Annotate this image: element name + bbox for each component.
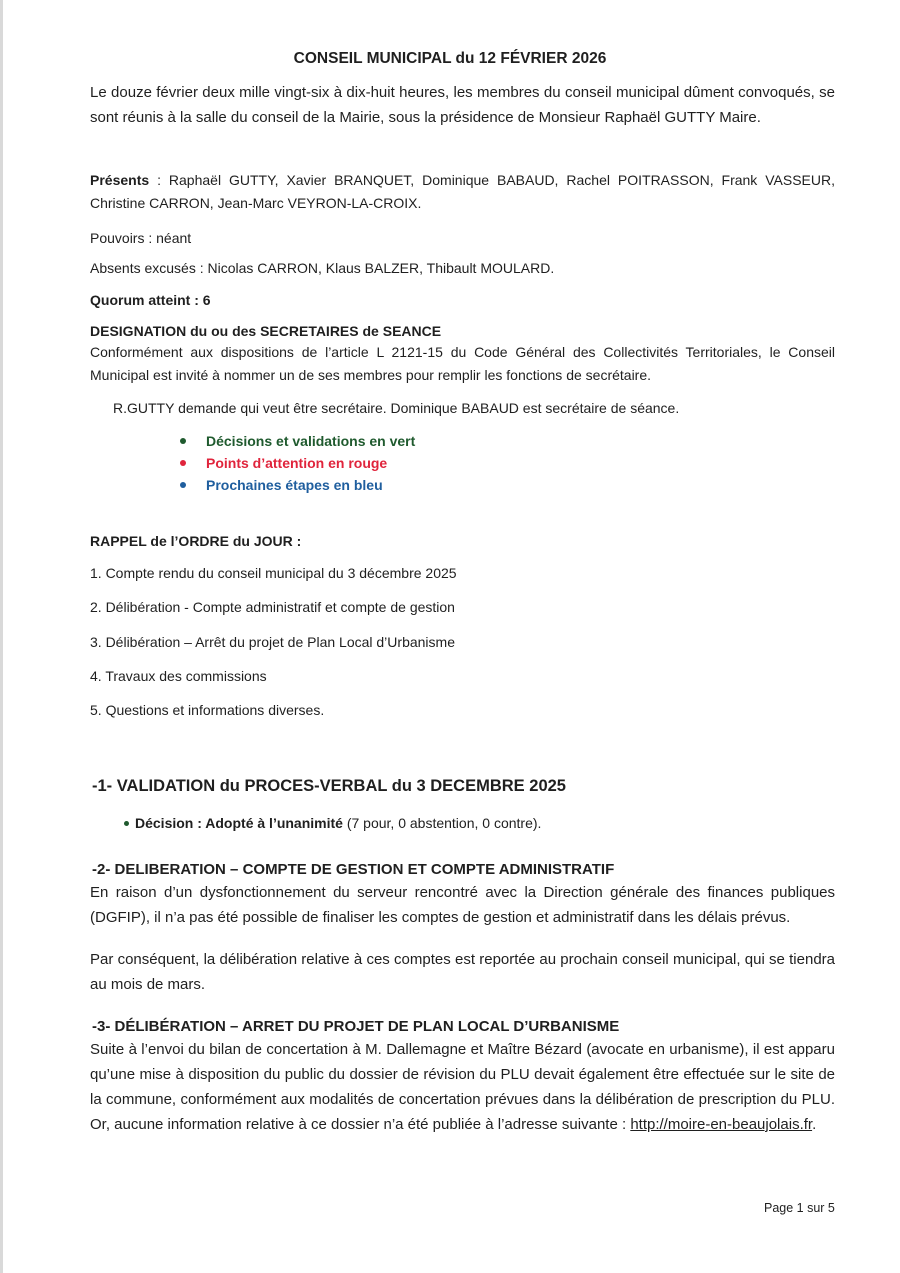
presents-text: : Raphaël GUTTY, Xavier BRANQUET, Dominique BABAUD, Rachel POITRASSON, Frank VASSEUR, Christine CARRON, Jean-Marc VEYRON-LA-CROIX. <box>90 172 835 211</box>
absents-line: Absents excusés : Nicolas CARRON, Klaus BALZER, Thibault MOULARD. <box>90 260 555 276</box>
section-2-paragraph-1: En raison d’un dysfonctionnement du serveur rencontré avec la Direction générale des finances publiques (DGFIP), il n’a pas été possible de finaliser les comptes de gestion et administratif dans les délais prévus. <box>90 884 835 926</box>
green-bullet-icon <box>180 438 186 444</box>
legend-item-green: Décisions et validations en vert <box>180 433 415 449</box>
decision-detail: (7 pour, 0 abstention, 0 contre). <box>342 815 542 831</box>
agenda-item: 1. Compte rendu du conseil municipal du 3 décembre 2025 <box>90 565 457 581</box>
agenda-item: 2. Délibération - Compte administratif et compte de gestion <box>90 599 455 615</box>
decision-label: Décision : Adopté à l’unanimité <box>135 815 343 831</box>
presents-label: Présents <box>90 172 150 188</box>
designation-heading: DESIGNATION du ou des SECRETAIRES de SEANCE <box>90 323 442 339</box>
section-3-heading: -3- DÉLIBÉRATION – ARRET DU PROJET DE PLAN LOCAL D’URBANISME <box>92 1018 620 1035</box>
red-bullet-icon <box>180 460 186 466</box>
agenda-item: 5. Questions et informations diverses. <box>90 702 325 718</box>
agenda-heading: RAPPEL de l’ORDRE du JOUR : <box>90 533 302 549</box>
website-link[interactable]: http://moire-en-beaujolais.fr <box>630 1116 813 1133</box>
section-1-decision <box>124 812 541 835</box>
page-number: Page 1 sur 5 <box>764 1201 835 1215</box>
legend-item-red: Points d’attention en rouge <box>180 455 387 471</box>
section-3-paragraph: Suite à l’envoi du bilan de concertation à M. Dallemagne et Maître Bézard (avocate en urbanisme), il est apparu qu’une mise à disposition du public du dossier de révision du PLU devait également être effectuée sur le site de la commune, conformément aux modalités de concertation prévues dans la délibération de prescription du PLU. Or, aucune information relative à ce dossier n’a été publiée à l’adresse suivante : http://moire-en-beaujolais.fr. <box>90 1041 835 1133</box>
legend-item-blue: Prochaines étapes en bleu <box>180 477 383 493</box>
secretary-line: R.GUTTY demande qui veut être secrétaire. Dominique BABAUD est secrétaire de séance. <box>113 400 680 416</box>
presents-line <box>90 169 835 215</box>
blue-bullet-icon <box>180 482 186 488</box>
quorum-line: Quorum atteint : 6 <box>90 292 211 308</box>
section-2-heading: -2- DELIBERATION – COMPTE DE GESTION ET COMPTE ADMINISTRATIF <box>92 861 615 878</box>
section-1-heading: -1- VALIDATION du PROCES-VERBAL du 3 DECEMBRE 2025 <box>92 777 566 795</box>
agenda-item: 3. Délibération – Arrêt du projet de Plan Local d’Urbanisme <box>90 634 455 650</box>
section-2-paragraph-2: Par conséquent, la délibération relative à ces comptes est reportée au prochain conseil municipal, qui se tiendra au mois de mars. <box>90 951 835 993</box>
page-edge <box>0 0 3 1273</box>
pouvoirs-line: Pouvoirs : néant <box>90 230 192 246</box>
document-title: CONSEIL MUNICIPAL du 12 FÉVRIER 2026 <box>293 50 607 67</box>
decision-bullet-icon <box>124 821 129 826</box>
designation-text: Conformément aux dispositions de l’article L 2121-15 du Code Général des Collectivités Territoriales, le Conseil Municipal est invité à nommer un de ses membres pour remplir les fonctions de secrétaire. <box>90 344 835 383</box>
agenda-item: 4. Travaux des commissions <box>90 668 267 684</box>
intro-paragraph: Le douze février deux mille vingt-six à dix-huit heures, les membres du conseil municipal dûment convoqués, se sont réunis à la salle du conseil de la Mairie, sous la présidence de Monsieur Raphaël GUTTY Maire. <box>90 84 835 126</box>
